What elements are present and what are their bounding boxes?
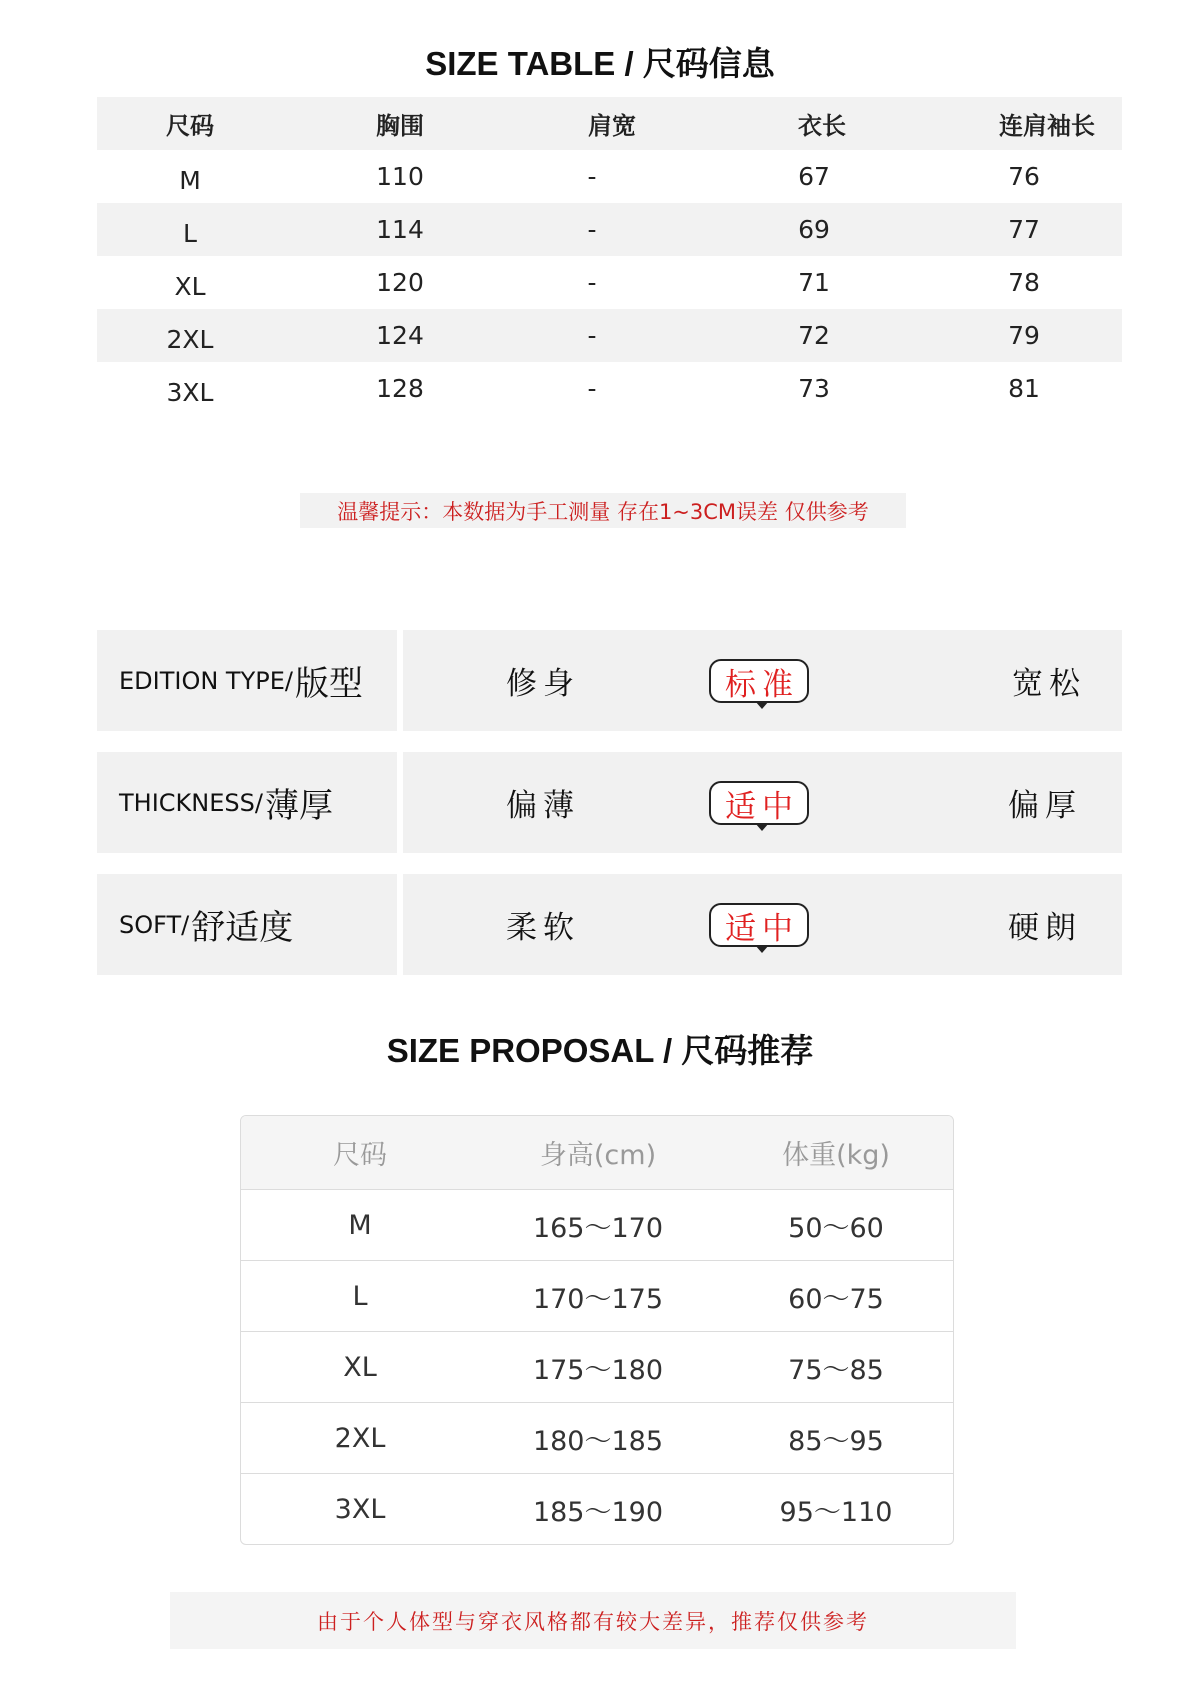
table-cell: 128: [376, 374, 424, 403]
attribute-label-zh: 薄厚: [264, 786, 333, 826]
size-proposal-title: SIZE PROPOSAL / 尺码推荐: [386, 1032, 814, 1069]
table-cell: 81: [1008, 374, 1040, 403]
table-row: [97, 203, 1122, 256]
table-cell: XL: [343, 1351, 377, 1383]
attribute-label-en: SOFT/: [119, 910, 190, 939]
column-header: 衣长: [798, 112, 846, 140]
option-right: 硬朗: [1008, 910, 1082, 946]
table-cell: 95～110: [779, 1496, 893, 1528]
table-cell: 72: [798, 321, 830, 350]
attribute-label-zh: 舒适度: [191, 908, 294, 948]
attribute-label-en: EDITION TYPE/: [119, 666, 293, 695]
column-header: 体重(kg): [782, 1140, 890, 1171]
attribute-label-zh: 版型: [294, 664, 363, 704]
table-row: [241, 1331, 953, 1402]
table-cell: 175～180: [532, 1354, 664, 1386]
size-proposal-table: [240, 1115, 954, 1545]
table-cell: 2XL: [334, 1422, 386, 1454]
option-selected: 标准: [709, 659, 809, 703]
size-table-title: SIZE TABLE / 尺码信息: [425, 45, 775, 82]
table-row: [97, 309, 1122, 362]
table-cell: 78: [1008, 268, 1040, 297]
table-row: [241, 1402, 953, 1473]
table-cell: 3XL: [334, 1493, 386, 1525]
table-cell: -: [587, 321, 597, 350]
option-selected: 适中: [709, 903, 809, 947]
option-left: 修身: [506, 666, 580, 702]
table-cell: 180～185: [532, 1425, 664, 1457]
table-cell: 120: [376, 268, 424, 297]
measurement-tip: 温馨提示：本数据为手工测量 存在1~3CM误差 仅供参考: [300, 493, 906, 528]
table-cell: -: [587, 268, 597, 297]
proposal-header: [241, 1116, 953, 1189]
column-header: 尺码: [333, 1140, 387, 1171]
attribute-scale: [403, 630, 1122, 731]
table-cell: 50～60: [788, 1212, 884, 1244]
attribute-label: [97, 630, 397, 731]
attribute-row-softness: [97, 874, 1122, 975]
table-cell: 110: [376, 162, 424, 191]
attribute-scale: [403, 752, 1122, 853]
attribute-row-thickness: [97, 752, 1122, 853]
column-header: 尺码: [166, 112, 214, 140]
attribute-row-edition: [97, 630, 1122, 731]
table-cell: -: [587, 374, 597, 403]
table-cell: 2XL: [166, 325, 214, 354]
table-cell: 67: [798, 162, 830, 191]
proposal-note: 由于个人体型与穿衣风格都有较大差异，推荐仅供参考: [170, 1592, 1016, 1649]
table-row: [97, 256, 1122, 309]
table-cell: XL: [174, 272, 206, 301]
table-cell: L: [352, 1280, 368, 1312]
table-row: [241, 1473, 953, 1544]
table-cell: 76: [1008, 162, 1040, 191]
table-cell: 60～75: [788, 1283, 884, 1315]
column-header: 身高(cm): [539, 1140, 657, 1171]
table-cell: 71: [798, 268, 830, 297]
option-left: 柔软: [506, 910, 580, 946]
column-header: 肩宽: [588, 112, 636, 140]
table-cell: 75～85: [788, 1354, 884, 1386]
table-row: [241, 1260, 953, 1331]
table-cell: -: [587, 162, 597, 191]
table-cell: 165～170: [532, 1212, 664, 1244]
attribute-label-en: THICKNESS/: [119, 788, 263, 817]
size-table: [97, 97, 1122, 415]
table-cell: 77: [1008, 215, 1040, 244]
table-cell: M: [348, 1209, 372, 1241]
option-right: 偏厚: [1008, 788, 1082, 824]
attribute-scale: [403, 874, 1122, 975]
option-selected: 适中: [709, 781, 809, 825]
table-cell: -: [587, 215, 597, 244]
table-cell: 3XL: [166, 378, 214, 407]
table-row: [97, 362, 1122, 415]
column-header: 胸围: [376, 112, 424, 140]
table-cell: 79: [1008, 321, 1040, 350]
option-right: 宽松: [1012, 666, 1086, 702]
attribute-label: [97, 752, 397, 853]
table-cell: 124: [376, 321, 424, 350]
size-table-header: [97, 97, 1122, 150]
attribute-label: [97, 874, 397, 975]
table-cell: 69: [798, 215, 830, 244]
column-header: 连肩袖长: [999, 112, 1095, 140]
table-cell: 185～190: [532, 1496, 664, 1528]
table-row: [241, 1189, 953, 1260]
table-cell: L: [183, 219, 197, 248]
table-row: [97, 150, 1122, 203]
option-left: 偏薄: [506, 788, 580, 824]
table-cell: 114: [376, 215, 424, 244]
table-cell: 170～175: [532, 1283, 664, 1315]
table-cell: 73: [798, 374, 830, 403]
table-cell: 85～95: [788, 1425, 884, 1457]
table-cell: M: [179, 166, 201, 195]
